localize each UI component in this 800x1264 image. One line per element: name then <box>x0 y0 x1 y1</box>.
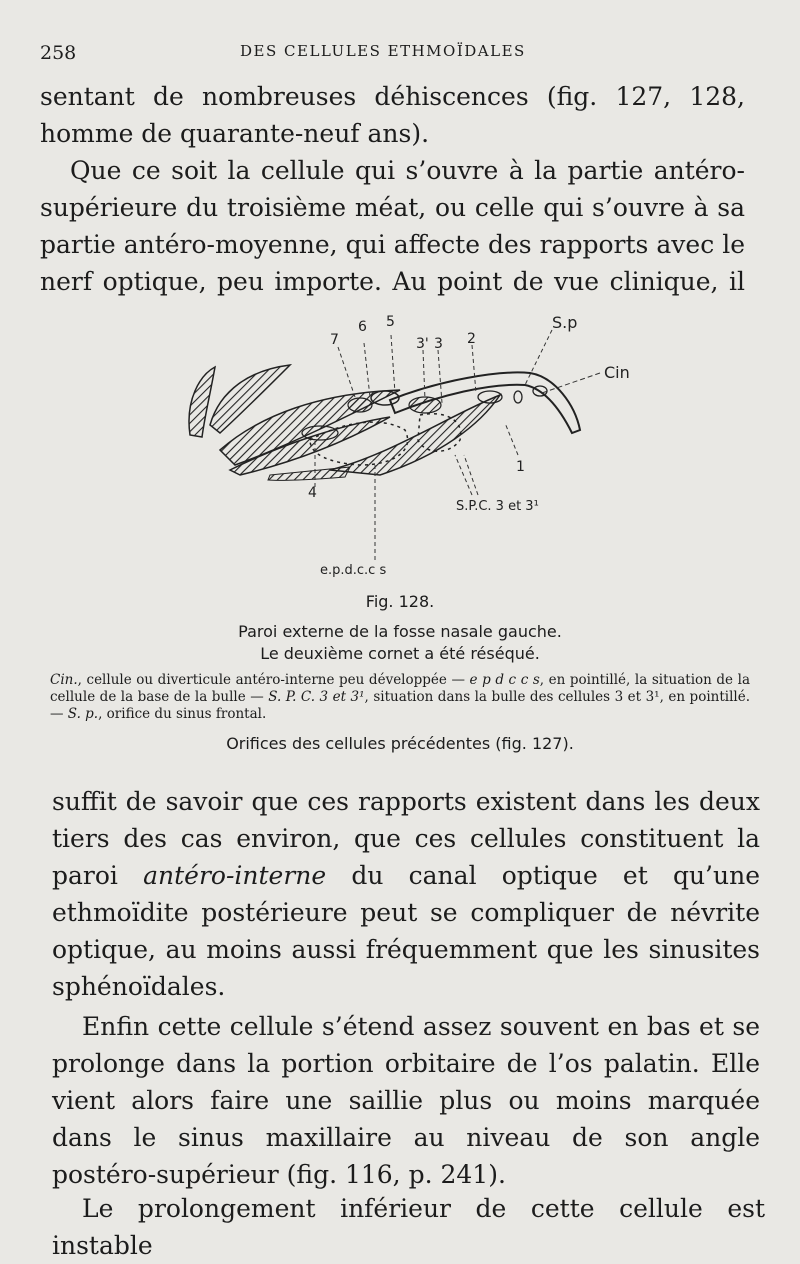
caption-line-1: Paroi externe de la fosse nasale gauche. <box>238 622 562 641</box>
figure-label-2: 2 <box>467 331 476 347</box>
caption-line-2: Le deuxième cornet a été réséqué. <box>260 644 540 663</box>
page-number: 258 <box>40 42 77 64</box>
running-head <box>40 38 760 68</box>
paragraph-3-text-b: du canal optique et qu’une ethmoïdite postérieure peut se compliquer de névrite optique, au moins aussi fréquemment que les sinusites sphénoïdales. <box>52 861 760 1001</box>
running-title: DES CELLULES ETHMOÏDALES <box>240 42 526 60</box>
legend-term-epdccs: e p d c c s <box>469 672 540 688</box>
figure-label-5: 5 <box>386 314 395 330</box>
caption-line-3: Orifices des cellules précédentes (fig. 127). <box>226 734 574 753</box>
anatomical-figure <box>180 305 640 595</box>
paragraph-3-italic: antéro-interne <box>143 861 327 890</box>
figure-label-3-prime: 3' <box>416 336 429 352</box>
legend-term-spc: S. P. C. 3 et 3¹ <box>268 689 365 705</box>
legend-term-cin: Cin. <box>50 672 78 688</box>
figure-label-epdccs: e.p.d.c.c s <box>320 563 387 578</box>
figure-label-cin: Cin <box>604 363 630 382</box>
legend-text-4: , orifice du sinus frontal. <box>98 706 267 722</box>
figure-drawing <box>180 305 640 595</box>
figure-legend <box>50 672 750 723</box>
paragraph-1: sentant de nombreuses déhiscences (fig. 127, 128, homme de quarante-neuf ans). <box>40 82 745 148</box>
figure-number: Fig. 128. <box>365 592 435 611</box>
paragraph-3-text-a: suffit de savoir que ces rapports existent dans les deux tiers des cas environ, que ces cellules constituent la paroi <box>52 787 760 890</box>
figure-label-sp: S.p <box>552 313 578 332</box>
figure-label-4: 4 <box>308 485 317 501</box>
paragraph-3 <box>52 783 760 1005</box>
paragraph-5: Le prolongement inférieur de cette cellule est instable <box>52 1194 765 1260</box>
figure-label-3: 3 <box>434 336 443 352</box>
figure-label-spc: S.P.C. 3 et 3¹ <box>456 499 539 514</box>
paragraph-4: Enfin cette cellule s’étend assez souvent en bas et se prolonge dans la portion orbitaire de l’os palatin. Elle vient alors faire une saillie plus ou moins marquée dans le sinus maxillaire au niveau de son angle postéro-supérieur (fig. 116, p. 241). <box>52 1012 760 1189</box>
legend-text-1: , cellule ou diverticule antéro-interne peu développée — <box>77 672 470 688</box>
figure-label-7: 7 <box>330 332 339 348</box>
paragraph-2: Que ce soit la cellule qui s’ouvre à la partie antéro-supérieure du troisième méat, ou celle qui s’ouvre à sa partie antéro-moyenne, qui affecte des rapports avec le nerf optique, peu importe. Au point de vue clinique, il <box>40 156 745 296</box>
figure-label-1: 1 <box>516 459 525 475</box>
legend-text-3: , situation dans la bulle des cellules 3 et 3¹, en pointillé. — <box>50 689 750 722</box>
legend-text-2: , en pointillé, la situation de la cellule de la base de la bulle — <box>50 672 750 705</box>
figure-label-6: 6 <box>358 319 367 335</box>
legend-term-sp: S. p. <box>67 706 99 722</box>
